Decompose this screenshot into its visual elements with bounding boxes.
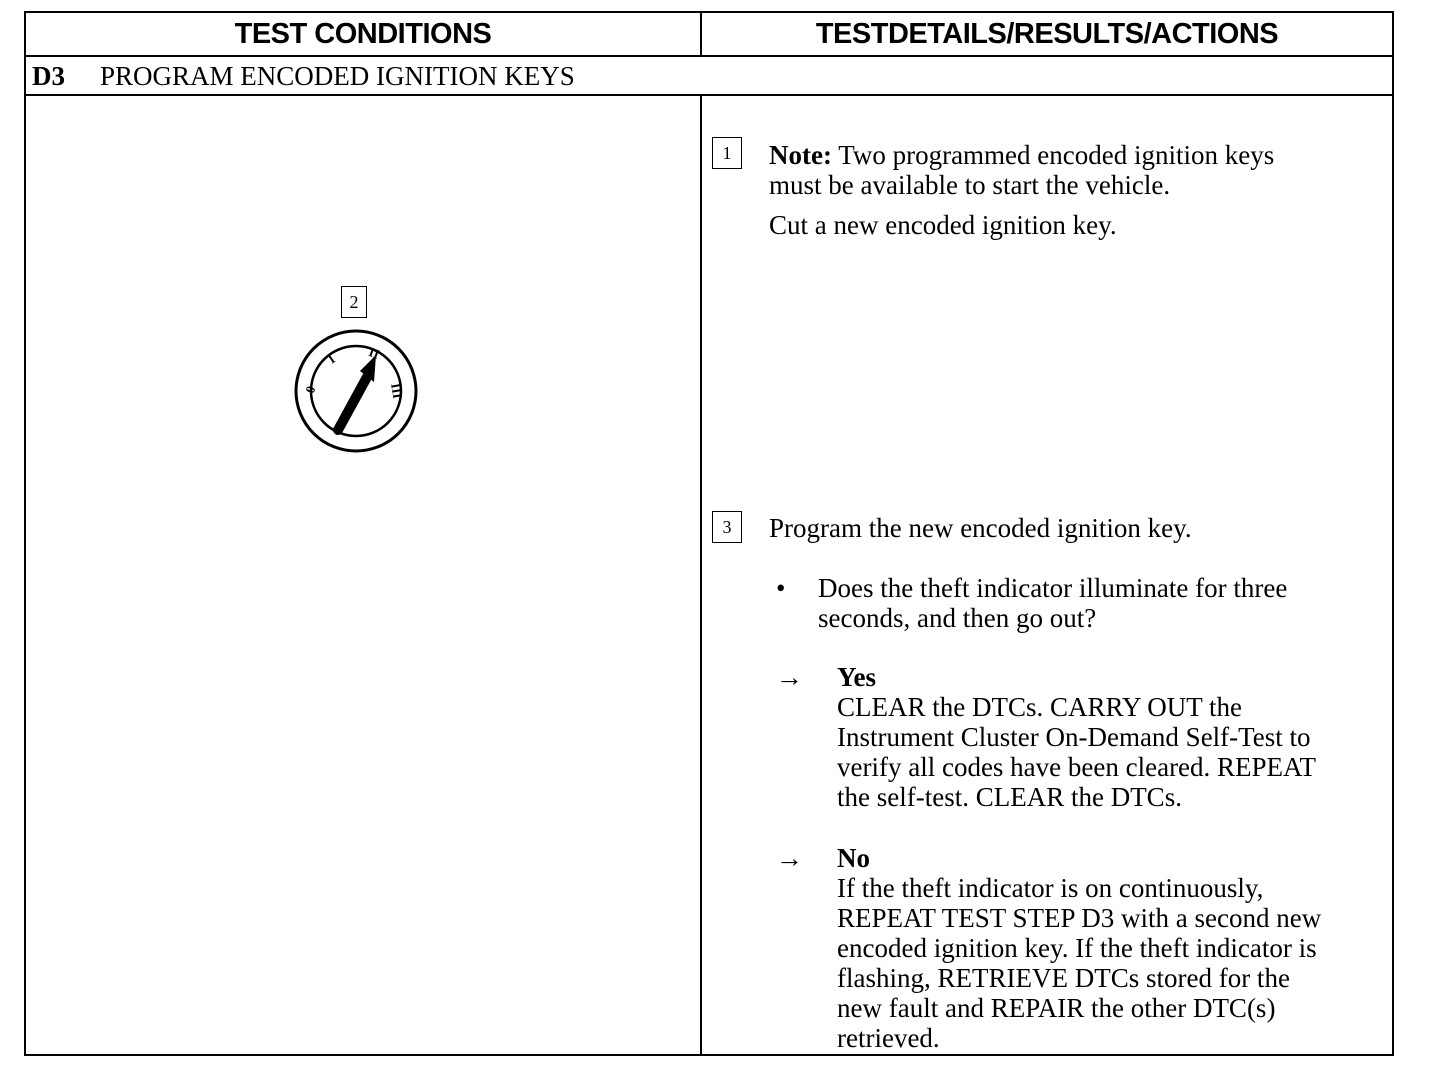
yes-line: CLEAR the DTCs. CARRY OUT the	[837, 692, 1243, 722]
no-result	[837, 843, 1382, 1053]
test-step-table	[24, 11, 1394, 1056]
no-line: flashing, RETRIEVE DTCs stored for the	[837, 963, 1290, 993]
arrow-yes-icon: →	[776, 662, 803, 692]
step-title: PROGRAM ENCODED IGNITION KEYS	[100, 61, 575, 91]
dial-label-ii: II	[366, 344, 382, 362]
instruction-program-key: Program the new encoded ignition key.	[769, 513, 1192, 543]
note-text: Two programmed encoded ignition keys	[831, 140, 1275, 170]
yes-label: Yes	[837, 662, 876, 692]
no-line: encoded ignition key. If the theft indicator is	[837, 933, 1317, 963]
ignition-switch-icon	[294, 323, 424, 453]
question-line-2: seconds, and then go out?	[818, 603, 1097, 633]
dial-label-iii: III	[388, 382, 406, 400]
question-line-1: Does the theft indicator illuminate for three	[818, 573, 1288, 603]
note-label: Note:	[769, 140, 832, 170]
no-line: new fault and REPAIR the other DTC(s)	[837, 993, 1276, 1023]
header-test-conditions: TEST CONDITIONS	[234, 18, 492, 50]
dial-label-i: I	[324, 351, 338, 367]
note-block	[769, 140, 1369, 240]
dial-label-0: 0	[302, 383, 319, 396]
step-number-3: 3	[712, 511, 742, 543]
yes-line: verify all codes have been cleared. REPEAT	[837, 752, 1317, 782]
arrow-no-icon: →	[776, 843, 803, 873]
yes-line: the self-test. CLEAR the DTCs.	[837, 782, 1182, 812]
yes-result	[837, 662, 1377, 812]
callout-2: 2	[341, 286, 367, 318]
step-title-row	[26, 57, 1392, 95]
yes-line: Instrument Cluster On-Demand Self-Test to	[837, 722, 1311, 752]
bullet: •	[776, 573, 786, 603]
note-line-1	[769, 140, 1369, 170]
no-line: If the theft indicator is on continuously,	[837, 873, 1264, 903]
column-divider	[700, 96, 702, 1056]
step-number-1: 1	[712, 137, 742, 169]
no-line: retrieved.	[837, 1023, 940, 1053]
step-id: D3	[32, 61, 65, 91]
no-label: No	[837, 843, 870, 873]
header-divider	[700, 13, 702, 55]
no-line: REPEAT TEST STEP D3 with a second new	[837, 903, 1322, 933]
note-line-2: must be available to start the vehicle.	[769, 170, 1171, 200]
header-test-details: TESTDETAILS/RESULTS/ACTIONS	[815, 18, 1279, 50]
rule	[26, 94, 1392, 96]
instruction-cut-key: Cut a new encoded ignition key.	[769, 210, 1117, 240]
question	[818, 573, 1378, 633]
